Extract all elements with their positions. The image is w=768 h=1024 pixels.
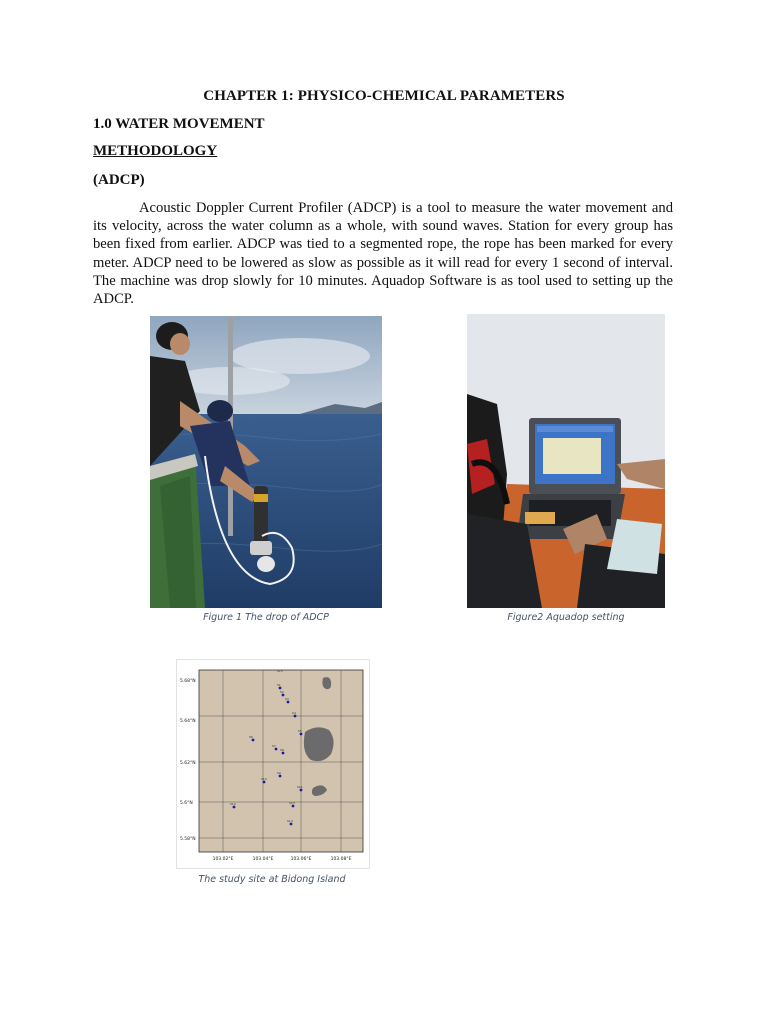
lon-label-1: 103.02°E [212, 857, 234, 862]
body-paragraph: Acoustic Doppler Current Profiler (ADCP) is a tool to measure the water movement and its velocity, across the water column as a whole, with sound waves. Station for every group has been fixed from earlier. ADCP was tied to a segmented rope, the rope has been marked for every meter. ADCP need to be lowered as slow as possible as it will read for every 1 second of interval. The machine was drop slowly for 10 minutes. Aquadop Software is as tool used to setting up the ADCP. [93, 200, 673, 308]
station-label: S12 [230, 802, 236, 806]
station-point [287, 701, 290, 704]
station-label: S4 [292, 711, 296, 715]
adcp-drop-illustration [150, 316, 382, 608]
map-caption: The study site at Bidong Island [198, 874, 346, 885]
station-label: S9 [277, 771, 281, 775]
station-label: S14 [287, 819, 293, 823]
station-label: S1 [277, 683, 281, 687]
lat-label-3: 5.62°N [180, 761, 196, 766]
figure1-photo [150, 316, 382, 608]
figure2-photo [467, 314, 665, 608]
station-point [294, 715, 297, 718]
lat-label-1: 5.68°N [180, 679, 196, 684]
station-point [282, 694, 285, 697]
station-point [300, 733, 303, 736]
lon-label-4: 103.08°E [330, 857, 352, 862]
station-label: S2 [280, 690, 284, 694]
section-heading: 1.0 WATER MOVEMENT [93, 116, 265, 132]
lat-label-4: 5.6°N [180, 801, 193, 806]
station-label: S3 [285, 697, 289, 701]
station-label: S7 [272, 744, 276, 748]
adcp-subheading: (ADCP) [93, 172, 145, 188]
chapter-title: CHAPTER 1: PHYSICO-CHEMICAL PARAMETERS [203, 88, 565, 104]
station-label: S6 [249, 735, 253, 739]
lat-label-2: 5.64°N [180, 719, 196, 724]
station-label: S5 [298, 729, 302, 733]
study-site-map [176, 659, 370, 869]
lon-label-3: 103.06°E [290, 857, 312, 862]
station-point [279, 687, 282, 690]
station-point [279, 775, 282, 778]
station-point [300, 789, 303, 792]
station-label: S13 [289, 801, 295, 805]
station-label: S15 [277, 669, 283, 673]
station-point [252, 739, 255, 742]
station-point [290, 823, 293, 826]
methodology-heading: METHODOLOGY [93, 143, 218, 159]
station-point [282, 752, 285, 755]
lat-label-5: 5.58°N [180, 837, 196, 842]
figure2-caption: Figure2 Aquadop setting [507, 612, 625, 623]
station-point [233, 806, 236, 809]
lon-label-2: 103.04°E [252, 857, 274, 862]
station-label: S8 [280, 748, 284, 752]
station-point [263, 781, 266, 784]
station-label: S11 [297, 785, 303, 789]
bidong-map-svg [177, 660, 369, 868]
station-point [275, 748, 278, 751]
station-label: S10 [261, 777, 267, 781]
figure1-caption: Figure 1 The drop of ADCP [203, 612, 329, 623]
station-point [292, 805, 295, 808]
aquadop-laptop-illustration [467, 314, 665, 608]
